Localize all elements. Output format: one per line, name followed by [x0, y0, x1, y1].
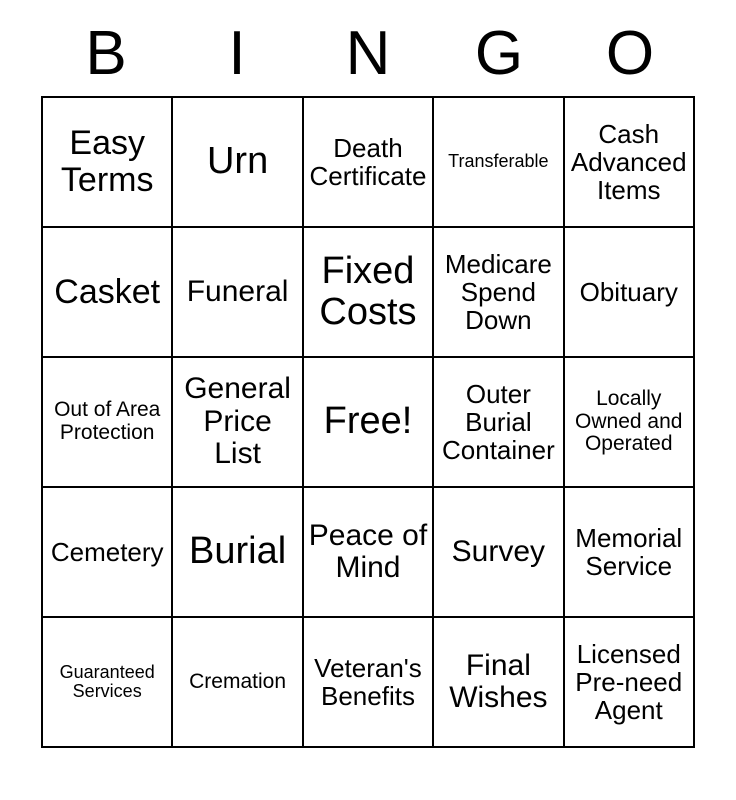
- bingo-cell-label: Urn: [206, 140, 269, 183]
- bingo-cell-label: General Price List: [184, 372, 291, 471]
- bingo-cell[interactable]: [565, 228, 695, 358]
- bingo-cell[interactable]: [43, 488, 173, 618]
- bingo-cell-label: Obituary: [579, 276, 678, 307]
- bingo-cell-label: Final Wishes: [449, 648, 548, 714]
- bingo-cell-label: Burial: [189, 530, 287, 573]
- bingo-cell-label: Free!: [323, 400, 413, 443]
- bingo-cell[interactable]: [43, 358, 173, 488]
- bingo-cell-label: Fixed Costs: [319, 249, 417, 333]
- bingo-cell-label: Out of Area Protection: [54, 398, 161, 444]
- bingo-cell-label: Outer Burial Container: [442, 378, 555, 466]
- bingo-header-letter-i: I: [228, 19, 246, 88]
- bingo-cell[interactable]: [304, 228, 434, 358]
- bingo-cell[interactable]: [304, 618, 434, 748]
- bingo-cell[interactable]: [173, 228, 303, 358]
- bingo-cell[interactable]: [565, 488, 695, 618]
- bingo-cell[interactable]: [43, 618, 173, 748]
- bingo-cell-label: Transferable: [448, 151, 549, 172]
- bingo-cell-label: Peace of Mind: [308, 518, 428, 584]
- bingo-header-letter-b: B: [85, 19, 127, 88]
- bingo-cell[interactable]: [43, 228, 173, 358]
- bingo-cell[interactable]: [173, 618, 303, 748]
- bingo-cell-label: Memorial Service: [575, 522, 683, 581]
- bingo-cell-label: Cash Advanced Items: [570, 118, 687, 206]
- bingo-header-letter-g: G: [474, 19, 524, 88]
- bingo-cell[interactable]: [304, 98, 434, 228]
- bingo-cell-free[interactable]: [304, 358, 434, 488]
- bingo-cell-label: Medicare Spend Down: [444, 248, 552, 336]
- bingo-cell-label: Veteran's Benefits: [314, 652, 422, 711]
- bingo-row: [43, 98, 695, 228]
- bingo-cell[interactable]: [434, 488, 564, 618]
- bingo-cell-label: Funeral: [186, 274, 289, 308]
- bingo-row: [43, 228, 695, 358]
- bingo-cell[interactable]: [173, 358, 303, 488]
- bingo-row: [43, 358, 695, 488]
- bingo-cell[interactable]: [565, 618, 695, 748]
- bingo-cell[interactable]: [43, 98, 173, 228]
- bingo-cell[interactable]: [304, 488, 434, 618]
- bingo-cell-label: Survey: [451, 534, 546, 568]
- bingo-grid: [41, 96, 695, 748]
- bingo-cell-label: Death Certificate: [309, 132, 427, 191]
- bingo-cell[interactable]: [434, 228, 564, 358]
- bingo-row: [43, 618, 695, 748]
- bingo-row: [43, 488, 695, 618]
- bingo-cell[interactable]: [434, 98, 564, 228]
- bingo-cell-label: Licensed Pre-need Agent: [575, 638, 683, 726]
- bingo-cell[interactable]: [565, 98, 695, 228]
- bingo-cell-label: Locally Owned and Operated: [575, 386, 683, 456]
- bingo-cell-label: Cremation: [189, 669, 287, 693]
- bingo-header-letter-n: N: [345, 19, 391, 88]
- bingo-cell-label: Guaranteed Services: [59, 661, 155, 701]
- bingo-cell-label: Casket: [54, 272, 161, 311]
- bingo-header: [41, 18, 695, 90]
- bingo-cell[interactable]: [173, 488, 303, 618]
- bingo-cell[interactable]: [565, 358, 695, 488]
- bingo-cell[interactable]: [173, 98, 303, 228]
- bingo-cell[interactable]: [434, 618, 564, 748]
- bingo-header-letter-o: O: [605, 19, 655, 88]
- bingo-cell[interactable]: [434, 358, 564, 488]
- bingo-cell-label: Cemetery: [50, 536, 164, 567]
- bingo-cell-label: Easy Terms: [60, 124, 154, 199]
